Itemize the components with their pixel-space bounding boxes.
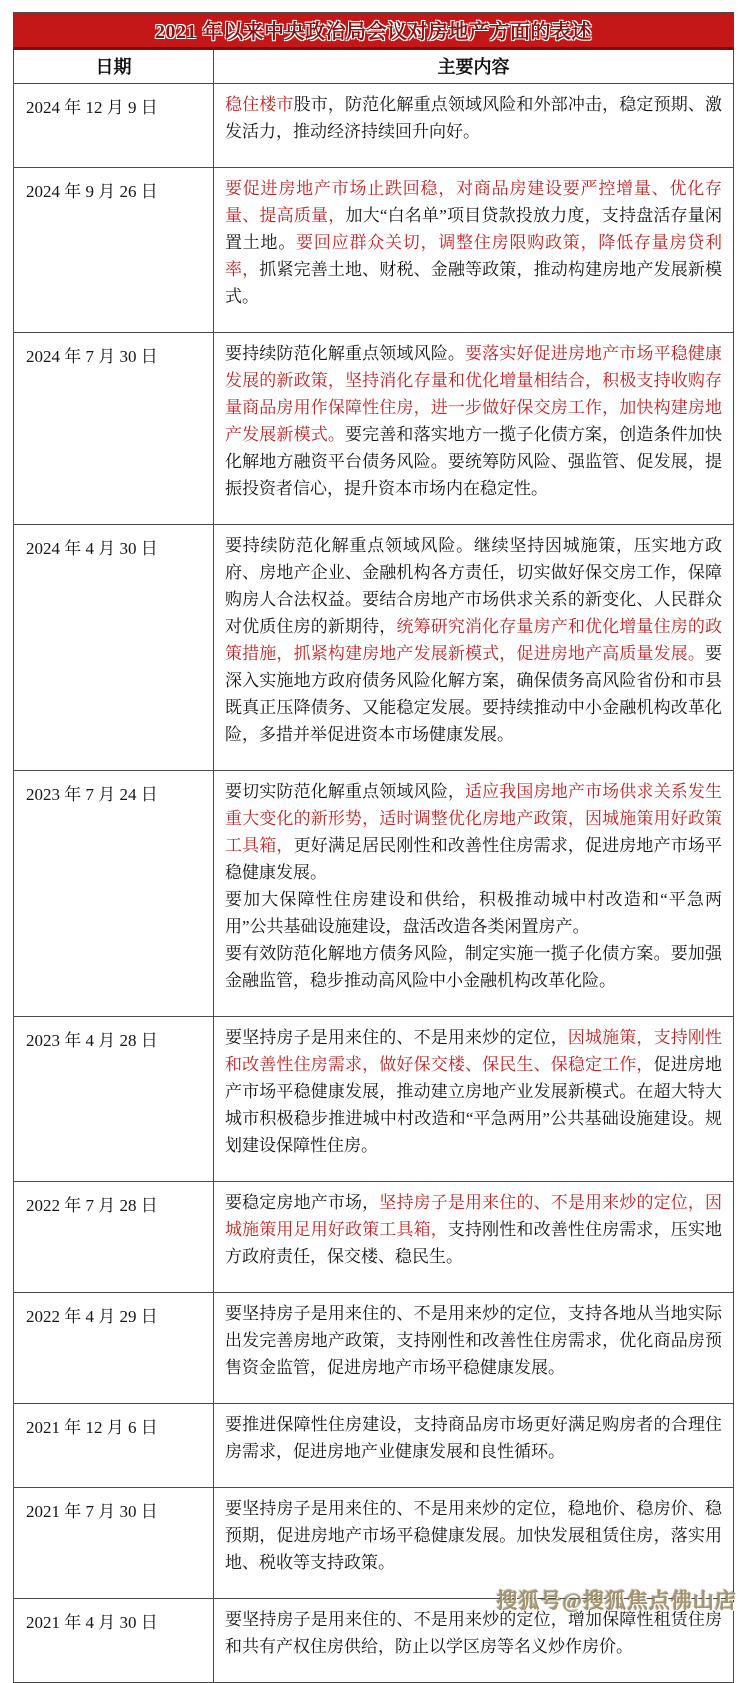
body-text: 要推进保障性住房建设，支持商品房市场更好满足购房者的合理住房需求，促进房地产业健康发展和良性循环。 bbox=[225, 1415, 722, 1461]
content-paragraph bbox=[225, 778, 722, 886]
policy-statements-table bbox=[13, 50, 734, 1683]
table-body bbox=[14, 84, 734, 1683]
body-text: 要坚持房子是用来住的、不是用来炒的定位，支持各地从当地实际出发完善房地产政策，支持刚性和改善性住房需求，优化商品房预售资金监管，促进房地产市场平稳健康发展。 bbox=[225, 1304, 722, 1377]
date-cell: 2024 年 7 月 30 日 bbox=[14, 333, 214, 525]
date-cell: 2023 年 7 月 24 日 bbox=[14, 771, 214, 1017]
highlighted-red-text: 统筹研究消化存量房产和优化增量住房的政策措施，抓紧构建房地产发展新模式，促进房地产高质量发展。 bbox=[225, 617, 723, 663]
content-paragraph bbox=[225, 1024, 722, 1159]
table-row bbox=[14, 333, 734, 525]
body-text: 要完善和落实地方一揽子化债方案，创造条件加快化解地方融资平台债务风险。要统筹防风险、强监管、促发展，提振投资者信心，提升资本市场内在稳定性。 bbox=[225, 425, 722, 498]
content-cell bbox=[214, 1293, 734, 1404]
content-paragraph bbox=[225, 1300, 722, 1381]
date-cell: 2022 年 4 月 29 日 bbox=[14, 1293, 214, 1404]
highlighted-red-text: 适应我国房地产市场供求关系发生重大变化的新形势，适时调整优化房地产政策，因城施策用好政策工具箱， bbox=[225, 782, 722, 855]
body-text: 要稳定房地产市场， bbox=[225, 1193, 380, 1212]
table-row bbox=[14, 1404, 734, 1488]
content-paragraph bbox=[225, 1189, 722, 1270]
date-cell: 2024 年 4 月 30 日 bbox=[14, 525, 214, 771]
highlighted-red-text: 要促进房地产市场止跌回稳，对商品房建设要严控增量、优化存量、提高质量， bbox=[225, 179, 722, 225]
date-cell: 2021 年 7 月 30 日 bbox=[14, 1488, 214, 1599]
body-text: 促进房地产市场平稳健康发展，推动建立房地产业发展新模式。在超大特大城市积极稳步推进城中村改造和“平急两用”公共基础设施建设。规划建设保障性住房。 bbox=[225, 1055, 723, 1155]
content-paragraph bbox=[225, 940, 722, 994]
content-paragraph bbox=[225, 1495, 722, 1576]
watermark-text: 搜狐号@搜狐焦点佛山店 bbox=[496, 1589, 737, 1613]
content-paragraph bbox=[225, 1411, 722, 1465]
table-title: 2021 年以来中央政治局会议对房地产方面的表述 bbox=[155, 21, 592, 43]
highlighted-red-text: 要回应群众关切，调整住房限购政策，降低存量房贷利率， bbox=[225, 233, 723, 279]
body-text: 要坚持房子是用来住的、不是用来炒的定位， bbox=[225, 1028, 568, 1047]
content-cell bbox=[214, 1488, 734, 1599]
body-text: 要坚持房子是用来住的、不是用来炒的定位，增加保障性租赁住房和共有产权住房供给，防止以学区房等名义炒作房价。 bbox=[225, 1610, 722, 1656]
content-cell bbox=[214, 1404, 734, 1488]
body-text: 抓紧完善土地、财税、金融等政策，推动构建房地产发展新模式。 bbox=[225, 260, 723, 306]
body-text: 加大“白名单”项目贷款投放力度，支持盘活存量闲置土地。 bbox=[225, 206, 723, 252]
table-row bbox=[14, 84, 734, 168]
highlighted-red-text: 要落实好促进房地产市场平稳健康发展的新政策，坚持消化存量和优化增量相结合，积极支持收购存量商品房用作保障性住房，进一步做好保交房工作，加快构建房地产发展新模式。 bbox=[225, 344, 722, 444]
content-cell bbox=[214, 168, 734, 333]
column-header-content: 主要内容 bbox=[214, 50, 734, 84]
date-cell: 2023 年 4 月 28 日 bbox=[14, 1017, 214, 1182]
highlighted-red-text: 坚持房子是用来住的、不是用来炒的定位，因城施策用足用好政策工具箱， bbox=[225, 1193, 723, 1239]
table-row bbox=[14, 771, 734, 1017]
column-header-date: 日期 bbox=[14, 50, 214, 84]
table-header-row bbox=[14, 50, 734, 84]
body-text: 要加大保障性住房建设和供给，积极推动城中村改造和“平急两用”公共基础设施建设，盘活改造各类闲置房产。 bbox=[225, 890, 722, 936]
date-cell: 2024 年 12 月 9 日 bbox=[14, 84, 214, 168]
body-text: 要坚持房子是用来住的、不是用来炒的定位，稳地价、稳房价、稳预期，促进房地产市场平稳健康发展。加快发展租赁住房，落实用地、税收等支持政策。 bbox=[225, 1499, 722, 1572]
table-row bbox=[14, 525, 734, 771]
content-cell bbox=[214, 333, 734, 525]
table-row bbox=[14, 168, 734, 333]
content-paragraph bbox=[225, 340, 722, 502]
body-text: 要有效防范化解地方债务风险，制定实施一揽子化债方案。要加强金融监管，稳步推动高风险中小金融机构改革化险。 bbox=[225, 944, 722, 990]
date-cell: 2021 年 12 月 6 日 bbox=[14, 1404, 214, 1488]
content-cell bbox=[214, 1182, 734, 1293]
content-cell bbox=[214, 84, 734, 168]
highlighted-red-text: 因城施策，支持刚性和改善性住房需求，做好保交楼、保民生、保稳定工作， bbox=[225, 1028, 723, 1074]
highlighted-red-text: 稳住楼市 bbox=[225, 95, 294, 114]
table-row bbox=[14, 1293, 734, 1404]
body-text: 更好满足居民刚性和改善性住房需求，促进房地产市场平稳健康发展。 bbox=[225, 836, 723, 882]
content-paragraph bbox=[225, 532, 722, 748]
policy-table-document bbox=[13, 12, 734, 1683]
date-cell: 2022 年 7 月 28 日 bbox=[14, 1182, 214, 1293]
table-row bbox=[14, 1017, 734, 1182]
table-row bbox=[14, 1182, 734, 1293]
content-paragraph bbox=[225, 91, 722, 145]
table-title-bar bbox=[13, 12, 734, 50]
body-text: 要持续防范化解重点领域风险。 bbox=[225, 344, 465, 363]
date-cell: 2024 年 9 月 26 日 bbox=[14, 168, 214, 333]
date-cell: 2021 年 4 月 30 日 bbox=[14, 1599, 214, 1683]
content-cell bbox=[214, 1017, 734, 1182]
body-text: 要深入实施地方政府债务风险化解方案，确保债务高风险省份和市县既真正压降债务、又能稳定发展。要持续推动中小金融机构改革化险，多措并举促进资本市场健康发展。 bbox=[225, 644, 722, 744]
content-paragraph bbox=[225, 175, 722, 310]
content-paragraph bbox=[225, 886, 722, 940]
body-text: 支持刚性和改善性住房需求，压实地方政府责任，保交楼、稳民生。 bbox=[225, 1220, 723, 1266]
body-text: 股市，防范化解重点领域风险和外部冲击，稳定预期、激发活力，推动经济持续回升向好。 bbox=[225, 95, 723, 141]
content-cell bbox=[214, 771, 734, 1017]
body-text: 要切实防范化解重点领域风险， bbox=[225, 782, 465, 801]
content-cell bbox=[214, 525, 734, 771]
table-row bbox=[14, 1488, 734, 1599]
body-text: 要持续防范化解重点领域风险。继续坚持因城施策，压实地方政府、房地产企业、金融机构各方责任，切实做好保交房工作，保障购房人合法权益。要结合房地产市场供求关系的新变化、人民群众对优质住房的新期待， bbox=[225, 536, 722, 636]
